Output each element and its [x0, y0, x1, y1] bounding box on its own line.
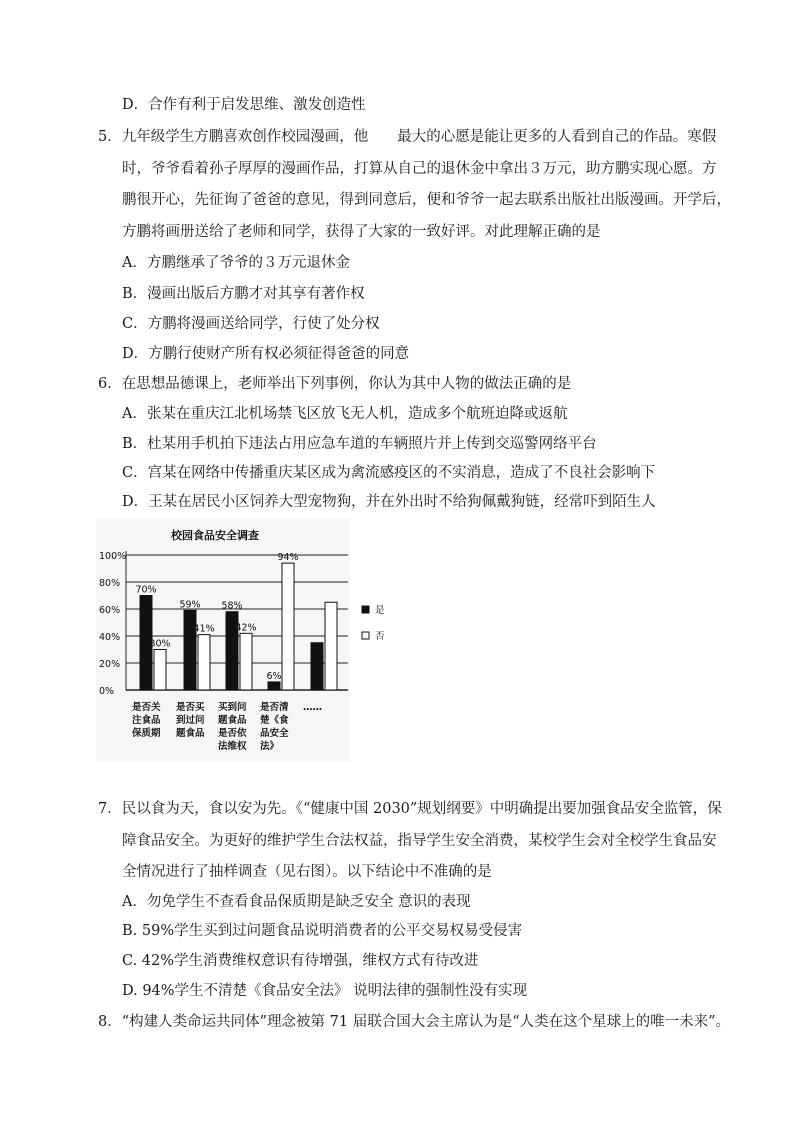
data-label: 6% [266, 670, 282, 682]
y-tick-label: 100% [99, 551, 127, 562]
bar-no [198, 635, 210, 690]
question-5-option-a: A．方鹏继承了爷爷的３万元退休金 [122, 255, 350, 271]
category-label: …… [303, 702, 322, 713]
bar-no [282, 563, 294, 690]
y-tick-label: 0% [99, 686, 115, 697]
category-label: 题食品 [218, 715, 247, 726]
bar-no [154, 650, 166, 691]
legend-swatch-yes [362, 606, 369, 613]
survey-chart-svg [96, 518, 385, 762]
question-7-option-c: C. 42%学生消费维权意识有待增强，维权方式有待改进 [122, 953, 479, 969]
question-5-stem-line-4: 方鹏将画册送给了老师和同学，获得了大家的一致好评。对此理解正确的是 [122, 224, 601, 240]
category-label: 品安全 [260, 728, 289, 739]
question-7-option-a: A．勿免学生不查看食品保质期是缺乏安全 意识的表现 [122, 894, 471, 910]
y-tick-label: 80% [99, 578, 121, 589]
bar-yes [184, 610, 196, 690]
bar-no [325, 602, 337, 690]
question-5-stem-line-3: 鹏很开心，先征询了爸爸的意见，得到同意后，便和爷爷一起去联系出版社出版漫画。开学后， [122, 192, 731, 208]
question-5-stem-line-1: 5．九年级学生方鹏喜欢创作校园漫画，他 最大的心愿是能让更多的人看到自己的作品。寒假 [98, 129, 717, 145]
question-5-option-d: D．方鹏行使财产所有权必须征得爸爸的同意 [122, 346, 410, 362]
question-6-stem: 6．在思想品德课上，老师举出下列事例，你认为其中人物的做法正确的是 [98, 376, 572, 392]
category-label: 法》 [260, 741, 280, 752]
bar-yes [311, 643, 323, 690]
question-5-option-c: C．方鹏将漫画送给同学，行使了处分权 [122, 316, 380, 332]
chart-title: 校园食品安全调查 [171, 529, 259, 542]
question-7-stem-line-1: 7．民以食为天，食以安为先。《“健康中国 2030”规划纲要》中明确提出要加强食品安全监管，保 [98, 801, 722, 817]
data-label: 42% [235, 622, 257, 634]
category-label: 买到问 [218, 702, 247, 713]
category-label: 到过问 [176, 715, 205, 726]
category-label: 是否关 [132, 702, 161, 713]
question-5-option-b: B．漫画出版后方鹏才对其享有著作权 [122, 286, 365, 302]
category-label: 是否依 [218, 728, 247, 739]
legend-label-no: 否 [375, 631, 385, 642]
legend-label-yes: 是 [375, 605, 385, 616]
question-7-stem-line-3: 全情况进行了抽样调查（见右图）。以下结论中不准确的是 [122, 864, 492, 880]
question-6-option-a: A．张某在重庆江北机场禁飞区放飞无人机，造成多个航班迫降或返航 [122, 406, 568, 422]
question-6-option-c: C．宫某在网络中传播重庆某区成为禽流感疫区的不实消息，造成了不良社会影响下 [122, 465, 656, 481]
category-label: 题食品 [176, 728, 205, 739]
question-8-stem: 8．“构建人类命运共同体”理念被第 71 届联合国大会主席认为是“人类在这个星球上的唯一未来”。 [98, 1014, 731, 1030]
bar-yes [268, 682, 280, 690]
bar-no [240, 633, 252, 690]
y-tick-label: 40% [99, 632, 121, 643]
question-7-stem-line-2: 障食品安全。为更好的维护学生合法权益，指导学生安全消费，某校学生会对全校学生食品安 [122, 833, 717, 849]
question-6-option-d: D．王某在居民小区饲养大型宠物狗，并在外出时不给狗佩戴狗链，经常吓到陌生人 [122, 494, 656, 510]
legend-swatch-no [362, 632, 369, 639]
y-tick-label: 60% [99, 605, 121, 616]
data-label: 70% [135, 584, 157, 596]
question-6-option-b: B．杜某用手机拍下违法占用应急车道的车辆照片并上传到交巡警网络平台 [122, 436, 597, 452]
category-label: 法维权 [218, 741, 247, 752]
category-label: 楚《食 [260, 715, 289, 726]
category-label: 注食品 [132, 715, 161, 726]
category-label: 是否买 [176, 702, 205, 713]
data-label: 30% [149, 638, 171, 650]
data-label: 41% [193, 623, 215, 635]
category-label: 是否清 [260, 702, 289, 713]
y-tick-label: 20% [99, 659, 121, 670]
data-label: 59% [179, 599, 201, 611]
question-5-stem-line-2: 时，爷爷看着孙子厚厚的漫画作品，打算从自己的退休金中拿出３万元，助方鹏实现心愿。方 [122, 161, 717, 177]
question-7-option-d: D. 94%学生不清楚《食品安全法》 说明法律的强制性没有实现 [122, 983, 528, 999]
question-4-option-d: D．合作有利于启发思维、激发创造性 [122, 97, 366, 113]
survey-chart [96, 518, 385, 762]
data-label: 94% [277, 552, 299, 564]
question-7-option-b: B. 59%学生买到过问题食品说明消费者的公平交易权易受侵害 [122, 923, 523, 939]
data-label: 58% [221, 600, 243, 612]
category-label: 保质期 [132, 728, 161, 739]
